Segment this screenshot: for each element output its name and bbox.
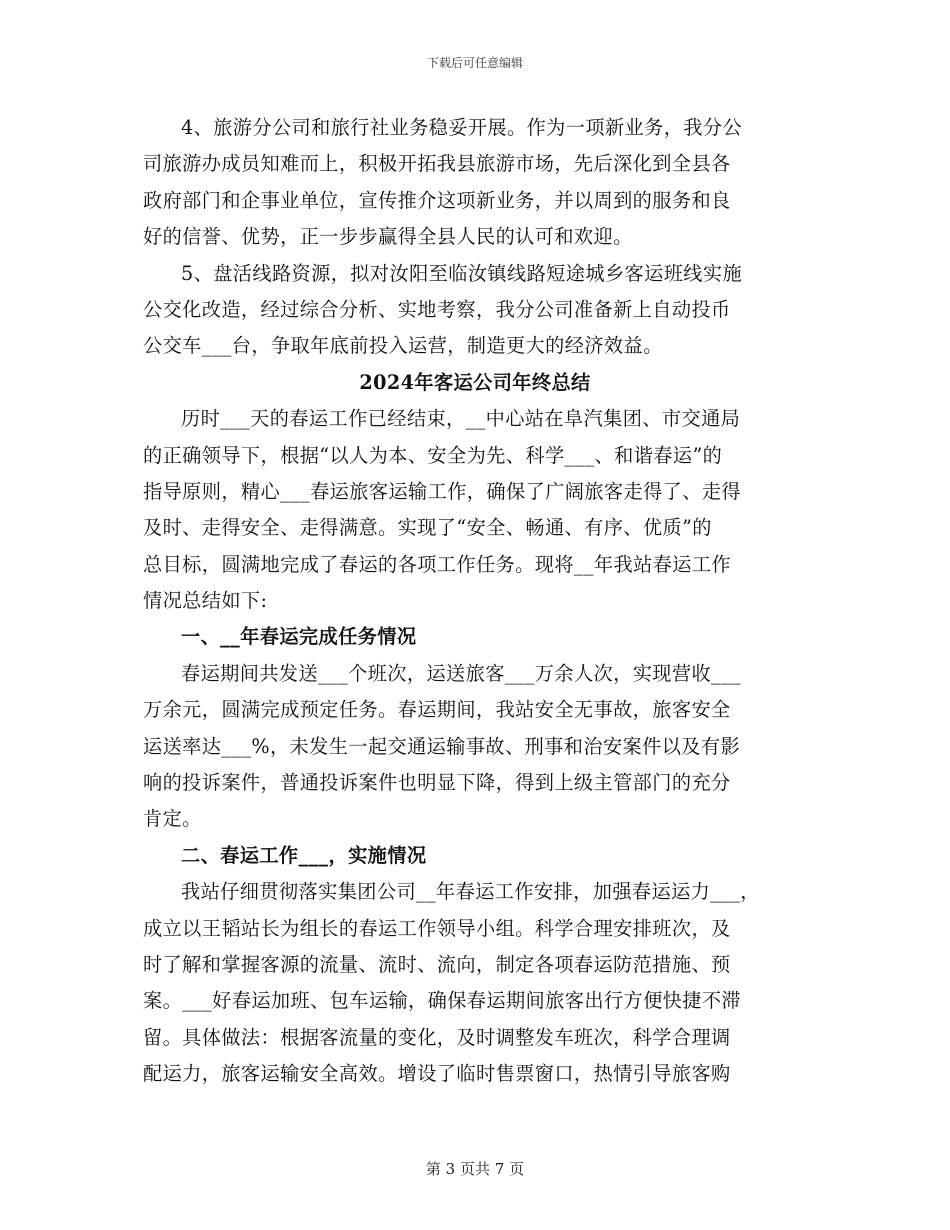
text-line: 留。具体做法：根据客流量的变化，及时调整发车班次，科学合理调 xyxy=(143,1025,731,1049)
page-footer: 第 3 页共 7 页 xyxy=(425,1160,525,1178)
text-line: 司旅游办成员知难而上，积极开拓我县旅游市场，先后深化到全县各 xyxy=(143,152,731,176)
page-header: 下载后可任意编辑 xyxy=(426,56,523,70)
paragraph-first-line: 4、旅游分公司和旅行社业务稳妥开展。作为一项新业务，我分公 xyxy=(181,116,743,139)
text-line: 情况总结如下: xyxy=(143,589,268,613)
text-line: 时了解和掌握客源的流量、流时、流向，制定各项春运防范措施、预 xyxy=(143,952,731,976)
text-line: 成立以王韬站长为组长的春运工作领导小组。科学合理安排班次，及 xyxy=(143,916,731,940)
paragraph-first-line: 我站仔细贯彻落实集团公司__年春运工作安排，加强春运运力___， xyxy=(181,880,760,904)
text-line: 公交车___台，争取年底前投入运营，制造更大的经济效益。 xyxy=(143,334,663,358)
section-heading: 二、春运工作___，实施情况 xyxy=(181,843,427,867)
text-line: 响的投诉案件，普通投诉案件也明显下降，得到上级主管部门的充分 xyxy=(143,771,731,795)
text-line: 公交化改造，经过综合分析、实地考察，我分公司准备新上自动投币 xyxy=(143,297,731,321)
text-line: 案。___好春运加班、包车运输，确保春运期间旅客出行方便快捷不滞 xyxy=(143,989,742,1013)
text-line: 总目标，圆满地完成了春运的各项工作任务。现将__年我站春运工作 xyxy=(143,552,732,576)
document-body xyxy=(143,110,807,1093)
text-line: 配运力，旅客运输安全高效。增设了临时售票窗口，热情引导旅客购 xyxy=(143,1062,731,1086)
text-line: 指导原则，精心___春运旅客运输工作，确保了广阔旅客走得了、走得 xyxy=(143,479,742,503)
section-heading: 一、__年春运完成任务情况 xyxy=(181,625,417,649)
text-line: 肯定。 xyxy=(143,807,202,831)
text-line: 政府部门和企事业单位，宣传推介这项新业务，并以周到的服务和良 xyxy=(143,188,731,212)
text-line: 及时、走得安全、走得满意。实现了“安全、畅通、有序、优质”的 xyxy=(143,516,712,540)
section-title: 2024年客运公司年终总结 xyxy=(359,370,591,394)
paragraph-first-line: 5、盘活线路资源，拟对汝阳至临汝镇线路短途城乡客运班线实施 xyxy=(181,261,743,285)
text-line: 万余元，圆满完成预定任务。春运期间，我站安全无事故，旅客安全 xyxy=(143,698,731,722)
text-line: 运送率达___%，未发生一起交通运输事故、刑事和治安案件以及有影 xyxy=(143,734,741,758)
paragraph-first-line: 春运期间共发送___个班次，运送旅客___万余人次，实现营收___ xyxy=(181,661,742,685)
text-line: 好的信誉、优势，正一步步赢得全县人民的认可和欢迎。 xyxy=(143,225,633,249)
paragraph-first-line: 历时___天的春运工作已经结束，__中心站在阜汽集团、市交通局 xyxy=(181,407,741,431)
text-line: 的正确领导下，根据“以人为本、安全为先、科学___、和谐春运”的 xyxy=(143,443,723,467)
